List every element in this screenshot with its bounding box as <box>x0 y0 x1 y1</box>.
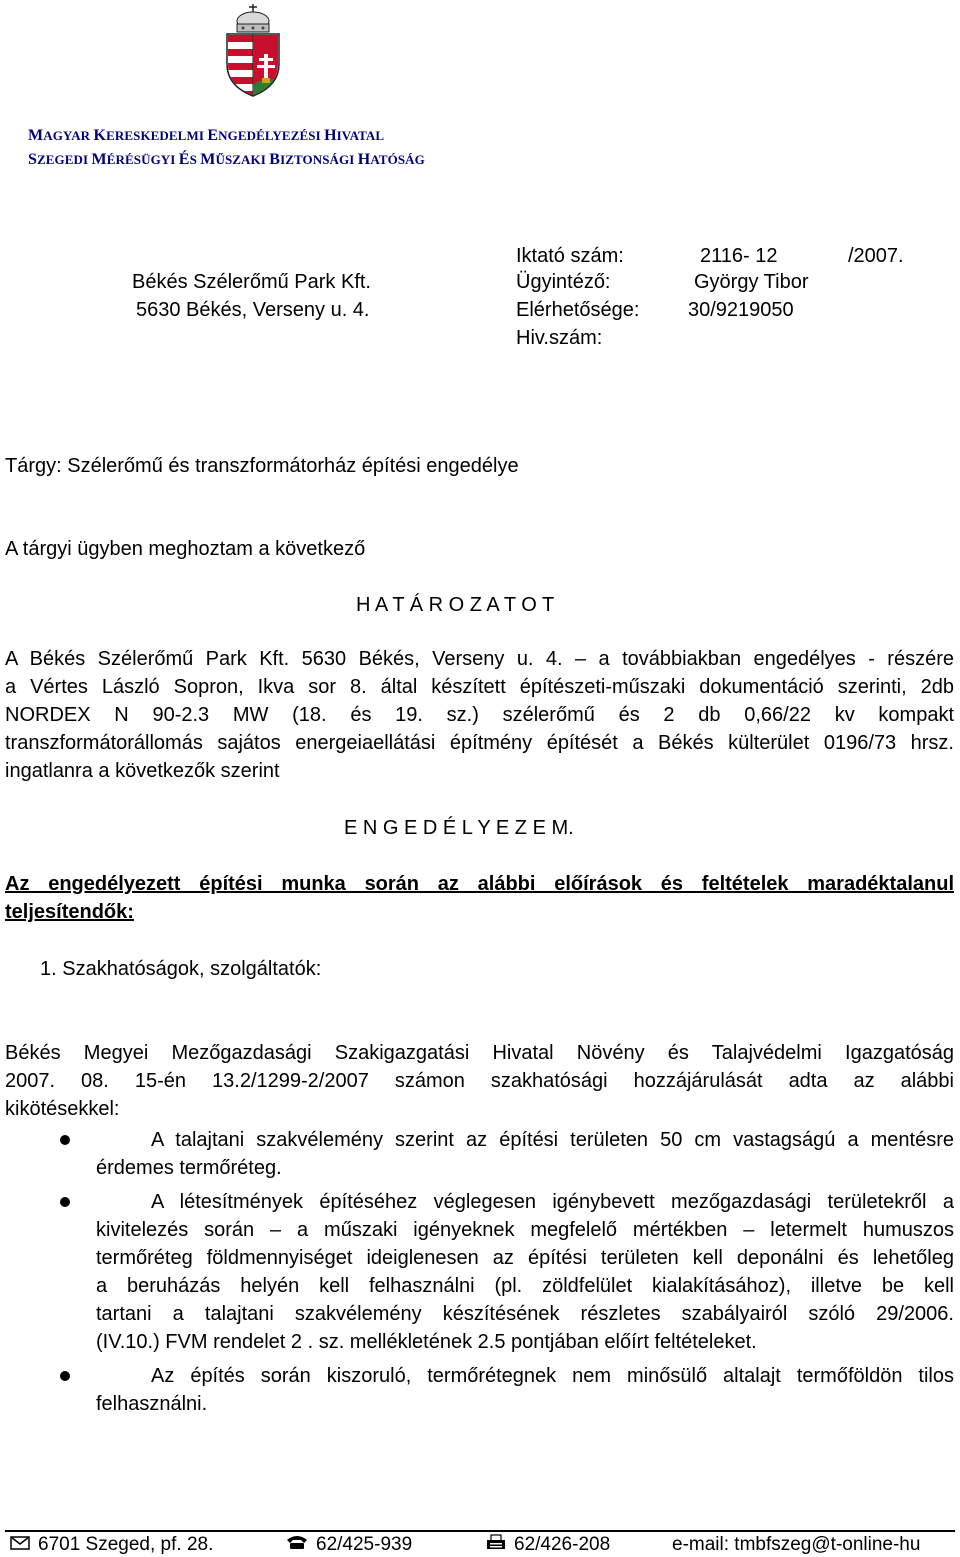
permit-word: E N G E D É L Y E Z E M. <box>344 817 574 839</box>
iktato-label: Iktató szám: <box>516 245 624 267</box>
elerhetoseg-label: Elérhetősége: <box>516 299 640 321</box>
iktato-year: /2007. <box>848 245 904 267</box>
phone-icon <box>286 1534 308 1556</box>
footer-fax: 62/426-208 <box>486 1534 610 1556</box>
recipient-name: Békés Szélerőmű Park Kft. <box>132 271 371 293</box>
decision-body-line: transzformátorállomás sajátos energeiaellátási építmény építését a Békés külterület 0196/73 hrsz. <box>5 732 954 754</box>
subject-line: Tárgy: Szélerőmű és transzformátorház építési engedélye <box>5 455 519 477</box>
condition-item: A létesítmények építéséhez véglegesen igénybevett mezőgazdasági területekről a kivitelezés során – a műszaki igényeknek megfelelő mértékben – letermelt humuszos termőréteg földmennyiséget ideiglenesen az építési területen kell deponálni és lehetőleg a beruházás helyén kell felhasználni (pl. zöldfelület kialakításához), illetve be kell tartani a talajtani szakvélemény készítésének részletes szabályairól szóló 29/2006. (IV.10.) FVM rendelet 2 . sz. mellékletének 2.5 pontjában előírt feltételeket. <box>60 1188 954 1356</box>
decision-body-line: a Vértes László Sopron, Ikva sor 8. által készített építészeti-műszaki dokumentáció szerinti, 2db <box>5 676 954 698</box>
condition-item: A talajtani szakvélemény szerint az építési területen 50 cm vastagságú a mentésre érdemes termőréteg. <box>60 1126 954 1182</box>
decision-title: H A T Á R O Z A T O T <box>356 594 555 616</box>
conditions-list <box>60 1126 954 1424</box>
authority-text <box>5 1039 954 1123</box>
authority-text-line: 2007. 08. 15-én 13.2/1299-2/2007 számon szakhatósági hozzájárulását adta az alábbi <box>5 1070 954 1092</box>
ugyintezo-label: Ügyintéző: <box>516 271 611 293</box>
section-1-heading: 1. Szakhatóságok, szolgáltatók: <box>40 958 322 980</box>
office-name-line2: SZEGEDI MÉRÉSÜGYI ÉS MŰSZAKI BIZTONSÁGI HATÓSÁG <box>28 151 425 168</box>
condition-item: Az építés során kiszoruló, termőrétegnek nem minősülő altalajt termőföldön tilos felhasználni. <box>60 1362 954 1418</box>
fax-icon <box>486 1534 506 1556</box>
footer-divider <box>5 1530 955 1532</box>
elerhetoseg-value: 30/9219050 <box>688 299 794 321</box>
authority-text-line: Békés Megyei Mezőgazdasági Szakigazgatási Hivatal Növény és Talajvédelmi Igazgatóság <box>5 1042 954 1064</box>
decision-body <box>5 645 954 785</box>
bullet-icon <box>60 1197 70 1207</box>
holy-crown-icon <box>237 4 269 32</box>
envelope-icon <box>10 1534 30 1556</box>
ugyintezo-value: György Tibor <box>694 271 809 293</box>
bullet-icon <box>60 1135 70 1145</box>
footer-email: e-mail: tmbfszeg@t-online-hu <box>672 1534 921 1555</box>
bullet-icon <box>60 1371 70 1381</box>
decision-body-line: NORDEX N 90-2.3 MW (18. és 19. sz.) szélerőmű és 2 db 0,66/22 kv kompakt <box>5 704 954 726</box>
office-name-line1: MAGYAR KERESKEDELMI ENGEDÉLYEZÉSI HIVATAL <box>28 127 385 144</box>
hivszam-label: Hiv.szám: <box>516 327 603 349</box>
conditions-heading-line: teljesítendők: <box>5 901 134 923</box>
iktato-number: 2116- 12 <box>700 245 778 267</box>
footer-postal: 6701 Szeged, pf. 28. <box>10 1534 213 1556</box>
decision-body-line: ingatlanra a következők szerint <box>5 760 280 782</box>
recipient-address: 5630 Békés, Verseny u. 4. <box>136 299 370 321</box>
intro-line: A tárgyi ügyben meghoztam a következő <box>5 538 366 560</box>
authority-text-line: kikötésekkel: <box>5 1098 120 1120</box>
footer-phone: 62/425-939 <box>286 1534 412 1556</box>
conditions-heading <box>5 870 954 926</box>
shield-icon <box>227 34 279 98</box>
conditions-heading-line: Az engedélyezett építési munka során az alábbi előírások és feltételek maradéktalanul <box>5 873 954 895</box>
decision-body-line: A Békés Szélerőmű Park Kft. 5630 Békés, Verseny u. 4. – a továbbiakban engedélyes - részére <box>5 648 954 670</box>
coat-of-arms-emblem <box>221 2 285 98</box>
